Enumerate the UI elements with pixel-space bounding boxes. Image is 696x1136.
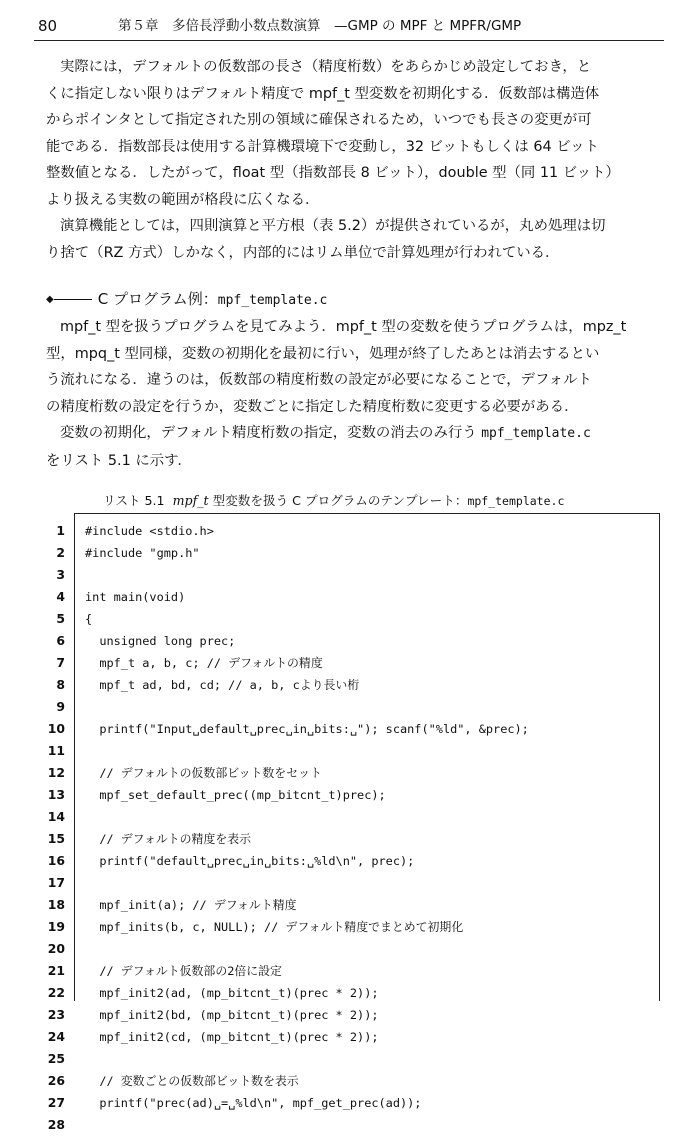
code-line: [1, 1092, 696, 1114]
code-line: [1, 894, 696, 916]
line-number: 17: [47, 875, 65, 890]
text-line: り捨て（RZ 方式）しかなく，内部的にはリム単位で計算処理が行われている．: [46, 244, 560, 261]
line-number: 19: [47, 919, 65, 934]
line-number: 15: [47, 831, 65, 846]
code-line: [1, 630, 696, 652]
line-number: 13: [47, 787, 65, 802]
text-span: を: [46, 452, 61, 469]
code-line: [1, 674, 696, 696]
listing-caption: [103, 491, 623, 511]
code-text: // 変数ごとの仮数部ビット数を表示: [85, 1074, 299, 1088]
diamond-bullet-icon: ◆: [46, 293, 54, 305]
line-number: 5: [56, 611, 65, 626]
line-number-gutter: [74, 514, 75, 1001]
code-line: [1, 1114, 696, 1136]
text-span: 変数の初期化，デフォルト精度桁数の指定，変数の消去のみ行う: [60, 425, 477, 441]
code-line: [1, 696, 696, 718]
code-line: [1, 740, 696, 762]
code-line: [1, 564, 696, 586]
code-text: mpf_t a, b, c; // デフォルトの精度: [85, 656, 323, 670]
page-number: 80: [38, 17, 58, 35]
code-line: [1, 652, 696, 674]
code-line: [1, 718, 696, 740]
paragraph-listing-ref: [46, 420, 653, 474]
line-number: 8: [56, 677, 65, 692]
code-text: // デフォルトの仮数部ビット数をセット: [85, 766, 322, 780]
heading-rule: [54, 299, 92, 300]
text-line: [46, 448, 653, 475]
code-line: [1, 520, 696, 542]
line-number: 9: [56, 699, 65, 714]
code-text: mpf_init2(bd, (mp_bitcnt_t)(prec * 2));: [85, 1008, 379, 1022]
line-number: 28: [47, 1117, 65, 1132]
code-text: unsigned long prec;: [85, 634, 236, 648]
caption-label: リスト 5.1: [103, 493, 165, 508]
caption-code: mpf_template.c: [467, 494, 565, 508]
code-line: [1, 828, 696, 850]
line-number: 24: [47, 1029, 65, 1044]
line-number: 20: [47, 941, 65, 956]
code-line: [1, 982, 696, 1004]
code-line: [1, 1070, 696, 1092]
text-line: 型，mpq_t 型同様，変数の初期化を最初に行い，処理が終了したあとは消去するとい: [46, 345, 600, 362]
listing-reference: リスト 5.1: [60, 452, 131, 469]
code-text: #include "gmp.h": [85, 546, 200, 560]
caption-type-name: mpf_t: [172, 493, 209, 508]
paragraph-operations: [46, 213, 653, 266]
code-line: [1, 784, 696, 806]
text-line: mpf_t 型を扱うプログラムを見てみよう．mpf_t 型の変数を使うプログラムは，mpz_t: [60, 319, 627, 335]
line-number: 4: [56, 589, 65, 604]
line-number: 23: [47, 1007, 65, 1022]
code-text: mpf_inits(b, c, NULL); // デフォルト精度でまとめて初期化: [85, 920, 464, 934]
text-line: より扱える実数の範囲が格段に広くなる．: [46, 191, 320, 208]
text-line: くに指定しない限りはデフォルト精度で mpf_t 型変数を初期化する．仮数部は構造体: [46, 85, 600, 102]
code-line: [1, 762, 696, 784]
line-number: 3: [56, 567, 65, 582]
code-text: printf("default␣prec␣in␣bits:␣%ld\n", prec);: [85, 854, 415, 868]
code-line: [1, 1026, 696, 1048]
code-line: [1, 938, 696, 960]
code-text: mpf_set_default_prec((mp_bitcnt_t)prec);: [85, 788, 386, 802]
section-title: C プログラム例：: [97, 290, 218, 308]
line-number: 7: [56, 655, 65, 670]
code-text: int main(void): [85, 590, 186, 604]
paragraph-mantissa: [46, 54, 653, 213]
code-text: mpf_init2(cd, (mp_bitcnt_t)(prec * 2));: [85, 1030, 379, 1044]
code-text: mpf_init(a); // デフォルト精度: [85, 898, 297, 912]
code-text: mpf_t ad, bd, cd; // a, b, cより長い桁: [85, 678, 360, 692]
line-number: 12: [47, 765, 65, 780]
paragraph-program-intro: [46, 314, 653, 420]
line-number: 14: [47, 809, 65, 824]
code-line: [1, 608, 696, 630]
code-line: [1, 1048, 696, 1070]
line-number: 18: [47, 897, 65, 912]
code-text: #include <stdio.h>: [85, 524, 214, 538]
line-number: 10: [47, 721, 65, 736]
code-text: mpf_init2(ad, (mp_bitcnt_t)(prec * 2));: [85, 986, 379, 1000]
line-number: 22: [47, 985, 65, 1000]
line-number: 1: [56, 523, 65, 538]
line-number: 16: [47, 853, 65, 868]
text-span: に示す．: [130, 452, 192, 469]
code-line: [1, 542, 696, 564]
text-line: 演算機能としては，四則演算と平方根（表 5.2）が提供されているが，丸め処理は切: [60, 218, 606, 234]
code-line: [1, 916, 696, 938]
text-line: からポインタとして指定された別の領域に確保されるため，いつでも長さの変更が可: [46, 112, 592, 128]
line-number: 2: [56, 545, 65, 560]
chapter-title: 第５章 多倍長浮動小数点数演算 —GMP の MPF と MPFR/GMP: [118, 18, 522, 34]
text-line: の精度桁数の設定を行うか，変数ごとに指定した精度桁数に変更する必要がある．: [46, 398, 579, 415]
code-text: printf("prec(ad)␣=␣%ld\n", mpf_get_prec(ad));: [85, 1096, 422, 1110]
code-line: [1, 850, 696, 872]
code-line: [1, 872, 696, 894]
section-code: mpf_template.c: [217, 293, 328, 308]
line-number: 26: [47, 1073, 65, 1088]
text-line: 能である．指数部長は使用する計算機環境下で変動し，32 ビットもしくは 64 ビット: [46, 138, 599, 155]
inline-code: mpf_template.c: [481, 426, 591, 441]
code-line: [1, 586, 696, 608]
line-number: 25: [47, 1051, 65, 1066]
line-number: 27: [47, 1095, 65, 1110]
code-text: printf("Input␣default␣prec␣in␣bits:␣"); scanf("%ld", &prec);: [85, 722, 529, 736]
text-line: 実際には，デフォルトの仮数部の長さ（精度桁数）をあらかじめ設定しておき，と: [60, 59, 592, 75]
text-line: う流れになる．違うのは，仮数部の精度桁数の設定が必要になることで，デフォルト: [46, 372, 592, 388]
code-text: // デフォルトの精度を表示: [85, 832, 251, 846]
code-line: [1, 806, 696, 828]
text-line: 整数値となる．したがって，float 型（指数部長 8 ビット），double 型（同 11 ビット）: [46, 165, 620, 181]
code-line: [1, 1004, 696, 1026]
code-listing: [47, 513, 660, 1132]
code-text: {: [85, 612, 93, 626]
section-heading: [46, 287, 327, 311]
line-number: 11: [47, 743, 65, 758]
code-text: // デフォルト仮数部の2倍に設定: [85, 964, 282, 978]
caption-text: 型変数を扱う C プログラムのテンプレート：: [208, 493, 468, 508]
code-line: [1, 960, 696, 982]
running-header: [34, 14, 664, 41]
line-number: 6: [56, 633, 65, 648]
text-line: [46, 420, 653, 448]
line-number: 21: [47, 963, 65, 978]
